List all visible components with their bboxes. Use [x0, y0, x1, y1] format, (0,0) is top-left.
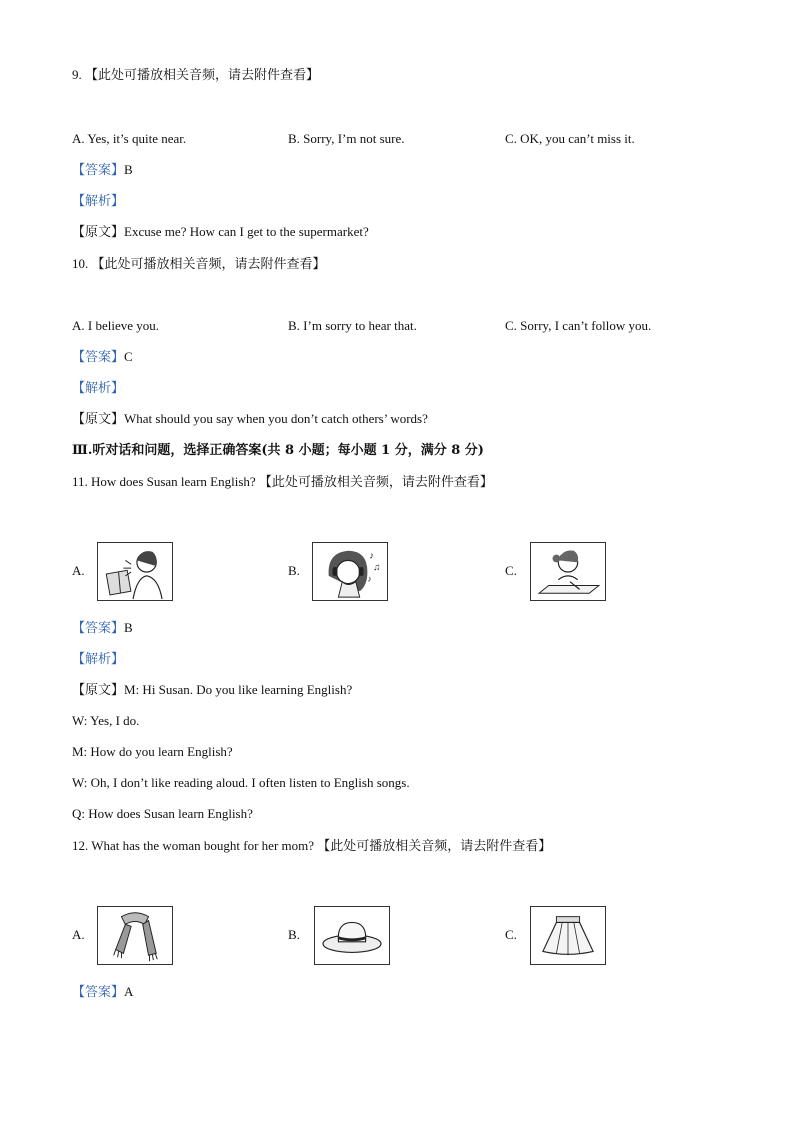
- q11-option-b-label: B.: [288, 563, 300, 578]
- q11-stem: 11. How does Susan learn English? 【此处可播放相关音频，请去附件查看】: [72, 474, 493, 489]
- q9-original: [72, 223, 369, 241]
- scarf-image: [97, 906, 173, 965]
- original-tag: 【原文】: [72, 224, 125, 239]
- answer-tag: 【答案】: [72, 620, 125, 635]
- skirt-image: [530, 906, 606, 965]
- q10-analysis-tag: 【解析】: [72, 380, 125, 395]
- svg-text:♪: ♪: [367, 573, 372, 584]
- q12-stem: 12. What has the woman bought for her mom? 【此处可播放相关音频，请去附件查看】: [72, 838, 552, 853]
- q10-option-c: C. Sorry, I can’t follow you.: [505, 318, 652, 333]
- q11-answer: [72, 619, 133, 637]
- answer-tag: 【答案】: [72, 349, 125, 364]
- q10-option-a: A. I believe you.: [72, 318, 160, 333]
- svg-text:♫: ♫: [373, 562, 381, 574]
- reading-girl-image: [97, 542, 173, 601]
- q10-stem: 10. 【此处可播放相关音频，请去附件查看】: [72, 256, 326, 271]
- hat-icon: [315, 907, 389, 964]
- headphones-music-icon: [313, 543, 387, 600]
- q12-option-a-label: A.: [72, 927, 85, 942]
- q10-answer: [72, 348, 133, 366]
- svg-text:♪: ♪: [369, 550, 375, 562]
- original-tag: 【原文】: [72, 682, 125, 697]
- dialogue-line: W: Oh, I don’t like reading aloud. I often listen to English songs.: [72, 775, 410, 790]
- q11-option-a-label: A.: [72, 563, 85, 578]
- writing-girl-icon: [531, 543, 605, 600]
- answer-tag: 【答案】: [72, 162, 125, 177]
- q12-answer: [72, 983, 133, 1001]
- listening-girl-image: [312, 542, 388, 601]
- q9-option-b: B. Sorry, I’m not sure.: [288, 131, 405, 146]
- q10-option-b: B. I’m sorry to hear that.: [288, 318, 417, 333]
- original-text: Excuse me? How can I get to the supermarket?: [124, 224, 369, 239]
- answer-value: B: [124, 162, 133, 177]
- dialogue-question: Q: How does Susan learn English?: [72, 806, 253, 821]
- answer-value: C: [124, 349, 133, 364]
- answer-tag: 【答案】: [72, 984, 125, 999]
- reading-girl-icon: [98, 543, 172, 600]
- original-tag: 【原文】: [72, 411, 125, 426]
- writing-girl-image: [530, 542, 606, 601]
- q12-option-c-label: C.: [505, 927, 517, 942]
- q9-option-c: C. OK, you can’t miss it.: [505, 131, 635, 146]
- q11-original: [72, 681, 352, 699]
- q9-stem: 9. 【此处可播放相关音频，请去附件查看】: [72, 67, 320, 82]
- dialogue-line: M: Hi Susan. Do you like learning English?: [124, 682, 353, 697]
- q11-analysis-tag: 【解析】: [72, 651, 125, 666]
- hat-image: [314, 906, 390, 965]
- q9-option-a: A. Yes, it’s quite near.: [72, 131, 187, 146]
- scarf-icon: [98, 907, 172, 964]
- answer-value: B: [124, 620, 133, 635]
- q10-original: [72, 410, 428, 428]
- skirt-icon: [531, 907, 605, 964]
- answer-value: A: [124, 984, 134, 999]
- q9-answer: [72, 161, 133, 179]
- dialogue-line: M: How do you learn English?: [72, 744, 233, 759]
- q11-option-c-label: C.: [505, 563, 517, 578]
- q9-analysis-tag: 【解析】: [72, 193, 125, 208]
- original-text: What should you say when you don’t catch others’ words?: [124, 411, 428, 426]
- q12-option-b-label: B.: [288, 927, 300, 942]
- section-heading: Ⅲ.听对话和问题，选择正确答案(共 8 小题；每小题 1 分，满分 8 分): [72, 443, 484, 458]
- dialogue-line: W: Yes, I do.: [72, 713, 140, 728]
